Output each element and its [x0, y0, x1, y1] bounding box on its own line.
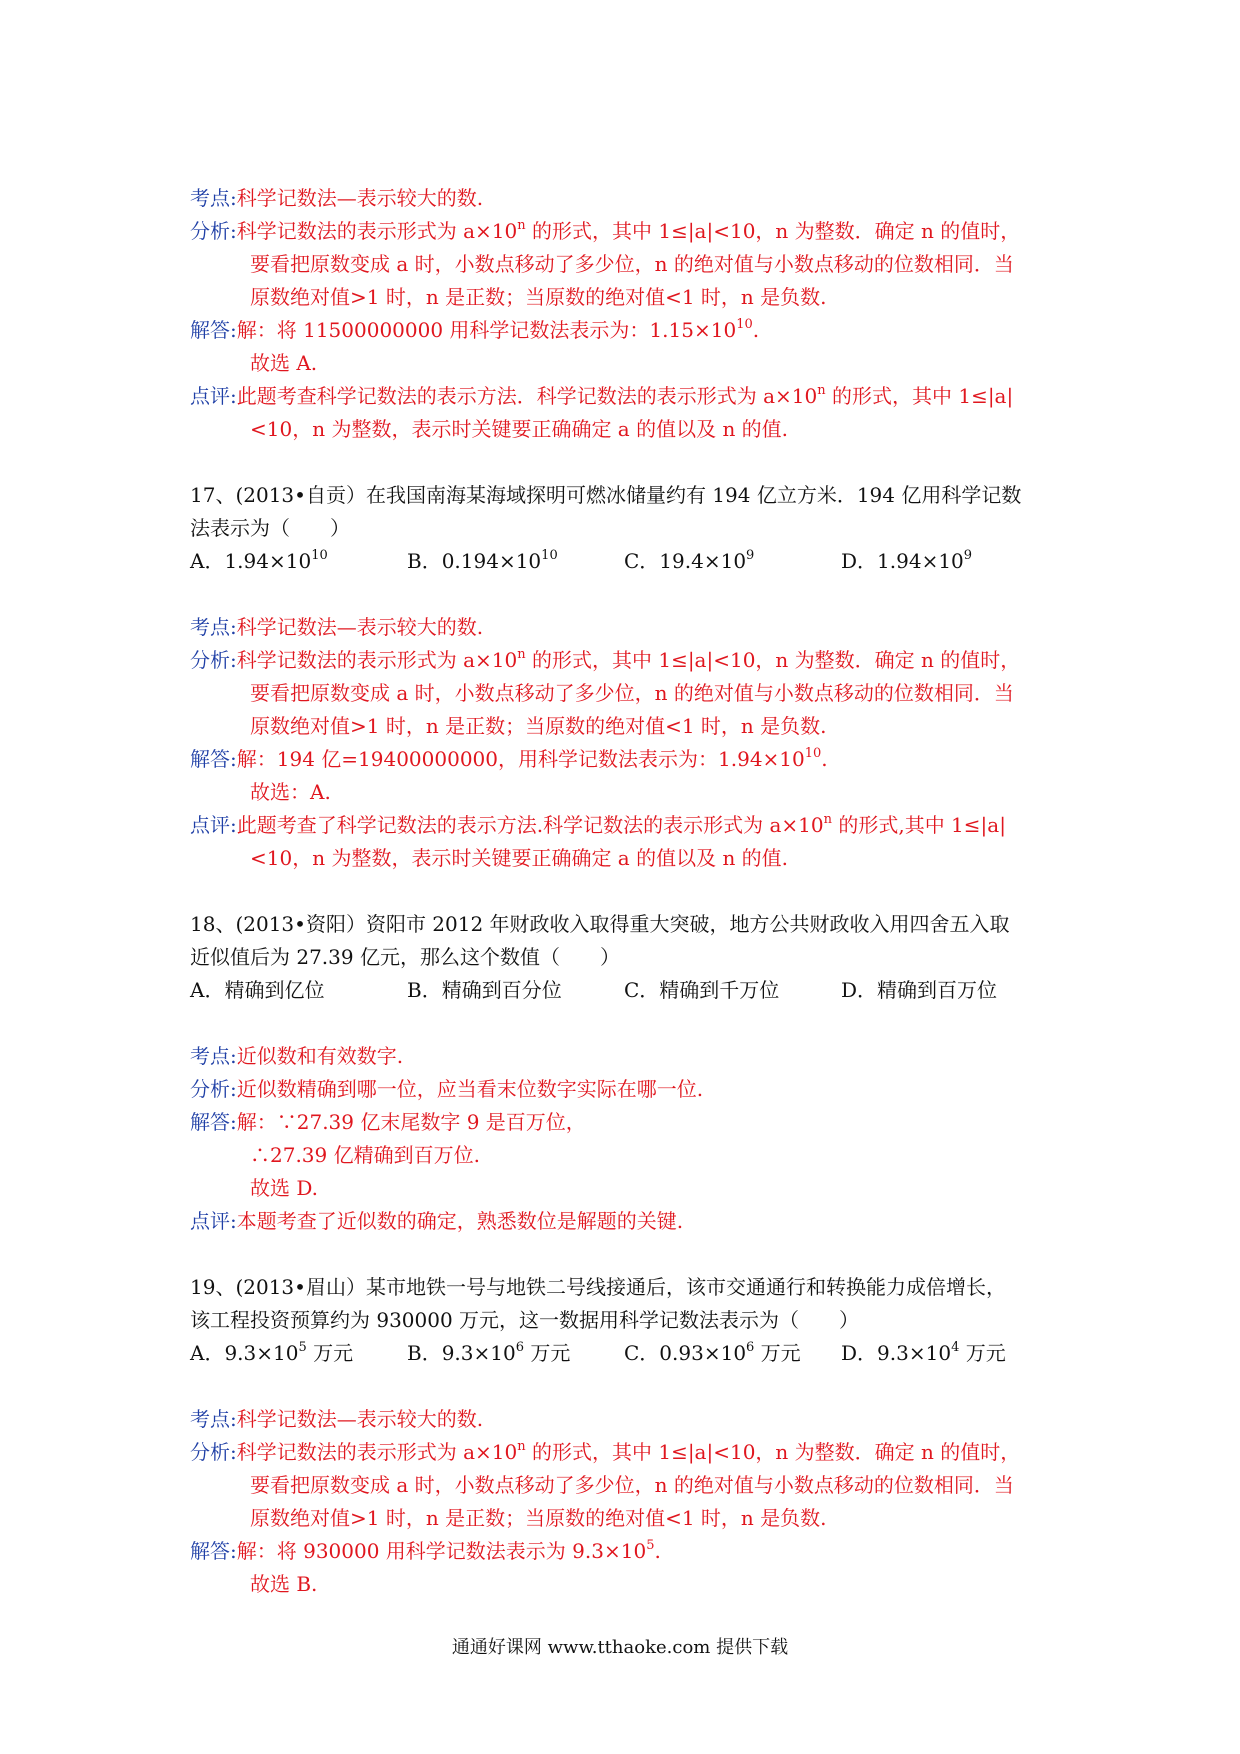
spacer — [190, 1007, 1070, 1040]
kaodian-label: 考点: — [190, 615, 237, 639]
dianping-label: 点评: — [190, 1209, 237, 1233]
page-footer: 通通好课网 www.tthaoke.com 提供下载 — [451, 1637, 789, 1658]
jieda-row — [190, 1535, 1070, 1568]
jieda-text: 解：194 亿=19400000000，用科学记数法表示为：$1.94\times 10^{10}$. — [236, 746, 828, 771]
dianping-row — [190, 380, 1070, 413]
jieda-line-2: ∴27.39 亿精确到百万位. — [250, 1143, 480, 1167]
option-d: D．$9.3\times 10^4$ 万元 — [841, 1340, 1006, 1365]
dianping-line-2: <10，n 为整数，表示时关键要正确确定 a 的值以及 n 的值. — [250, 417, 789, 441]
question-18-options — [190, 974, 1070, 1007]
fenxi-row — [190, 1073, 1070, 1106]
jieda-line-2: 故选：A. — [250, 780, 331, 804]
option-a: A．$9.3\times 10^5$ 万元 — [190, 1340, 354, 1365]
option-a: A．$1.94\times 10^{10}$ — [190, 548, 328, 573]
kaodian-row — [190, 182, 1070, 215]
dianping-row — [190, 809, 1070, 842]
option-b: B．精确到百分位 — [407, 978, 562, 1002]
kaodian-text: 近似数和有效数字. — [236, 1044, 404, 1068]
question-17-stem-2: 法表示为（ ） — [190, 516, 350, 540]
kaodian-row — [190, 1403, 1070, 1436]
fenxi-label: 分析: — [190, 648, 237, 672]
kaodian-text: 科学记数法—表示较大的数. — [236, 1407, 484, 1431]
jieda-label: 解答: — [190, 1539, 237, 1563]
jieda-text: 解：将 11500000000 用科学记数法表示为：$1.15\times 10^{10}$. — [236, 317, 760, 342]
jieda-line-3: 故选 D. — [250, 1176, 319, 1200]
fenxi-line-2: 要看把原数变成 a 时，小数点移动了多少位，n 的绝对值与小数点移动的位数相同．当 — [250, 252, 1014, 276]
option-b: B．$9.3\times 10^6$ 万元 — [407, 1340, 571, 1365]
kaodian-row — [190, 1040, 1070, 1073]
kaodian-row — [190, 611, 1070, 644]
question-17-options — [190, 545, 1070, 578]
option-c: C．$0.93\times 10^6$ 万元 — [624, 1340, 801, 1365]
kaodian-label: 考点: — [190, 1044, 237, 1068]
fenxi-line-3: 原数绝对值>1 时，n 是正数；当原数的绝对值<1 时，n 是负数. — [250, 1506, 827, 1530]
jieda-row — [190, 314, 1070, 347]
jieda-text: 解：∵27.39 亿末尾数字 9 是百万位， — [236, 1110, 586, 1134]
option-c: C．精确到千万位 — [624, 978, 780, 1002]
jieda-line-2: 故选 B. — [250, 1572, 318, 1596]
dianping-label: 点评: — [190, 813, 237, 837]
fenxi-line-3: 原数绝对值>1 时，n 是正数；当原数的绝对值<1 时，n 是负数. — [250, 285, 827, 309]
spacer — [190, 578, 1070, 611]
spacer — [190, 1370, 1070, 1403]
option-d: D．精确到百万位 — [841, 978, 998, 1002]
fenxi-label: 分析: — [190, 1077, 237, 1101]
jieda-row — [190, 1106, 1070, 1139]
fenxi-line-2: 要看把原数变成 a 时，小数点移动了多少位，n 的绝对值与小数点移动的位数相同．当 — [250, 681, 1014, 705]
fenxi-label: 分析: — [190, 1440, 237, 1464]
jieda-label: 解答: — [190, 1110, 237, 1134]
jieda-row — [190, 743, 1070, 776]
dianping-text: 本题考查了近似数的确定，熟悉数位是解题的关键. — [236, 1209, 684, 1233]
jieda-label: 解答: — [190, 747, 237, 771]
question-18-stem-2: 近似值后为 27.39 亿元，那么这个数值（ ） — [190, 945, 620, 969]
dianping-label: 点评: — [190, 384, 237, 408]
fenxi-text: 科学记数法的表示形式为 $a\times 10^n$ 的形式，其中 1≤|a|<10，n 为整数．确定 n 的值时， — [236, 1439, 1021, 1464]
fenxi-line-2: 要看把原数变成 a 时，小数点移动了多少位，n 的绝对值与小数点移动的位数相同．当 — [250, 1473, 1014, 1497]
fenxi-row — [190, 644, 1070, 677]
kaodian-text: 科学记数法—表示较大的数. — [236, 615, 484, 639]
fenxi-row — [190, 215, 1070, 248]
fenxi-text: 科学记数法的表示形式为 $a\times 10^n$ 的形式，其中 1≤|a|<10，n 为整数．确定 n 的值时， — [236, 218, 1021, 243]
fenxi-label: 分析: — [190, 219, 237, 243]
kaodian-label: 考点: — [190, 1407, 237, 1431]
option-a: A．精确到亿位 — [190, 978, 325, 1002]
document-page — [190, 182, 1070, 1601]
question-19-stem-2: 该工程投资预算约为 930000 万元，这一数据用科学记数法表示为（ ） — [190, 1308, 860, 1332]
spacer — [190, 875, 1070, 908]
fenxi-text: 科学记数法的表示形式为 $a\times 10^n$ 的形式，其中 1≤|a|<10，n 为整数．确定 n 的值时， — [236, 647, 1021, 672]
kaodian-text: 科学记数法—表示较大的数. — [236, 186, 484, 210]
option-b: B．$0.194\times 10^{10}$ — [407, 548, 558, 573]
fenxi-text: 近似数精确到哪一位，应当看末位数字实际在哪一位. — [236, 1077, 704, 1101]
fenxi-line-3: 原数绝对值>1 时，n 是正数；当原数的绝对值<1 时，n 是负数. — [250, 714, 827, 738]
question-19-stem: 19、(2013•眉山）某市地铁一号与地铁二号线接通后，该市交通通行和转换能力成倍增长， — [190, 1275, 1006, 1299]
question-17-stem: 17、(2013•自贡）在我国南海某海域探明可燃冰储量约有 194 亿立方米．194 亿用科学记数 — [190, 483, 1022, 507]
spacer — [190, 446, 1070, 479]
jieda-label: 解答: — [190, 318, 237, 342]
spacer — [190, 1238, 1070, 1271]
jieda-line-2: 故选 A. — [250, 351, 318, 375]
dianping-text: 此题考查了科学记数法的表示方法.科学记数法的表示形式为 $a\times 10^n$ 的形式,其中 1≤|a| — [236, 812, 1006, 837]
jieda-text: 解：将 930000 用科学记数法表示为 $9.3\times 10^5$. — [236, 1538, 661, 1563]
dianping-row — [190, 1205, 1070, 1238]
fenxi-row — [190, 1436, 1070, 1469]
option-d: D．$1.94\times 10^9$ — [841, 548, 973, 573]
dianping-line-2: <10，n 为整数，表示时关键要正确确定 a 的值以及 n 的值. — [250, 846, 789, 870]
question-19-options — [190, 1337, 1070, 1370]
option-c: C．$19.4\times 10^9$ — [624, 548, 755, 573]
kaodian-label: 考点: — [190, 186, 237, 210]
dianping-text: 此题考查科学记数法的表示方法．科学记数法的表示形式为 $a\times 10^n$ 的形式，其中 1≤|a| — [236, 383, 1014, 408]
question-18-stem: 18、(2013•资阳）资阳市 2012 年财政收入取得重大突破，地方公共财政收入用四舍五入取 — [190, 912, 1010, 936]
